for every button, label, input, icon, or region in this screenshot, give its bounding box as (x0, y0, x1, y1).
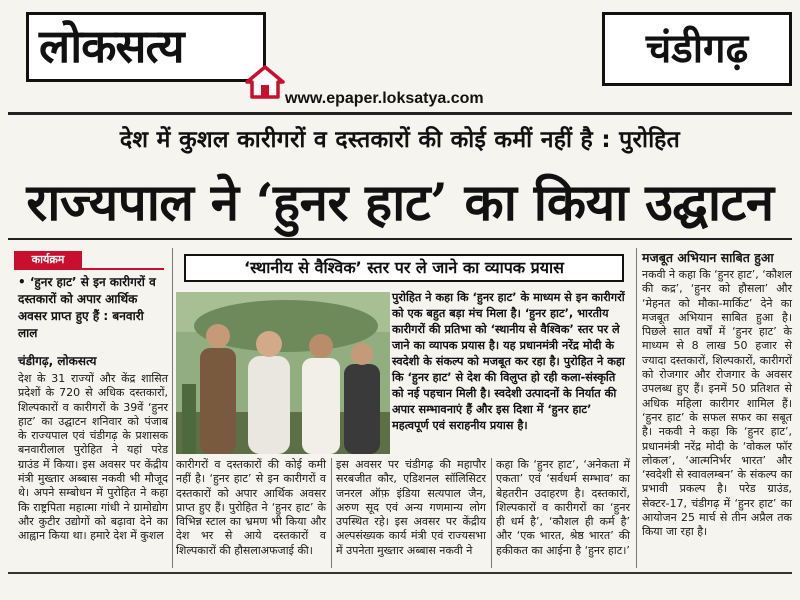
newspaper-logo: लोकसत्य (26, 12, 266, 82)
column-divider (636, 248, 637, 568)
masthead-divider (8, 112, 792, 115)
column-divider (491, 458, 492, 568)
subheadline: देश में कुशल कारीगरों व दस्तकारों की कोई कमीं नहीं है : पुरोहित (119, 127, 681, 153)
dateline: चंडीगढ़, लोकसत्य (18, 354, 97, 368)
right-column-heading: मजबूत अभियान साबित हुआ (642, 250, 774, 265)
column-divider (331, 458, 332, 568)
bottom-column-3-text: कहा कि ‘हुनर हाट’, ‘अनेकता में एकता’ एवं ‘सर्वधर्म सम्भाव’ का बेहतरीन उदाहरण है। दस्तकारों, शिल्पकारों व कारीगरों का ‘हुनर ही धर्म है’, ‘कौशल ही कर्म है’ और ‘एक भारत, श्रेष्ठ भारत’ की हकीकत का आईना है ‘हुनर हाट।’ (496, 458, 630, 557)
home-icon (244, 64, 286, 100)
bottom-column-1-text: कारीगरों व दस्तकारों की कोई कमी नहीं है। ‘हुनर हाट’ से इन कारीगरों व दस्तकारों को अपार आर्थिक अवसर प्राप्त हुए हैं। पुरोहित ने ‘हुनर हाट’ के विभिन्न स्टाल का भ्रमण भी किया और देश भर से आये दस्तकारों व शिल्पकारों की हौसलाअफजाई की। (176, 458, 326, 557)
left-column-text: देश के 31 राज्यों और केंद्र शासित प्रदेशों के 720 से अधिक दस्तकारों, शिल्पकारों व कारीगरों के 39वें ‘हुनर हाट’ का उद्घाटन शनिवार को पंजाब के राज्यपाल एवं चंडीगढ़ के प्रशासक बनवारीलाल पुरोहित ने यहां परेड ग्राउंड में किया। इस अवसर पर केंद्रीय मंत्री मुख्तार अब्बास नकवी भी मौजूद थे। अपने सम्बोधन में पुरोहित ने कहा कि राष्ट्रपिता महात्मा गांधी ने ग्रामोद्योग और कुटीर उद्योगों को बढ़ावा देने का आह्वान किया था। हमारे देश में कुशल (18, 372, 168, 543)
feature-pull-text: पुरोहित ने कहा कि ‘हुनर हाट’ के माध्यम से इन कारीगरों को एक बहुत बड़ा मंच मिला है। ‘हुनर हाट’, भारतीय कारीगरों की प्रतिभा को ‘स्थानीय से वैश्विक’ स्तर पर ले जाने का व्यापक प्रयास है। यह प्रधानमंत्री नरेंद्र मोदी के स्वदेशी के संकल्प को मजबूत कर रहा है। पुरोहित ने कहा कि ‘हुनर हाट’ से देश की विलुप्त हो रही कला-संस्कृति को नई पहचान मिली है। स्वदेशी उत्पादनों के निर्यात की अपार सम्भावनाएं हैं और इस दिशा में ‘हुनर हाट’ महत्वपूर्ण एवं सराहनीय प्रयास है। (392, 291, 625, 432)
feature-box-heading: ‘स्थानीय से वैश्विक’ स्तर पर ले जाने का व्यापक प्रयास (184, 254, 624, 282)
left-column-body (18, 372, 168, 544)
masthead (12, 6, 788, 92)
section-tag: कार्यक्रम (14, 251, 82, 268)
section-tag-rule (14, 268, 164, 270)
page-bottom-rule (8, 572, 792, 574)
epaper-url[interactable]: www.epaper.loksatya.com (285, 90, 484, 107)
event-photo (176, 292, 390, 454)
bottom-column-2-text: इस अवसर पर चंडीगढ़ की महापौर सरबजीत कौर, एडिशनल सॉलिसिटर जनरल ऑफ़ इंडिया सत्यपाल जैन, अरुण सूद एवं अन्य गणमान्य लोग उपस्थित रहे। इस अवसर पर केंद्रीय अल्पसंख्यक कार्य मंत्री एवं राज्यसभा में उपनेता मुख्तार अब्बास नकवी ने (336, 458, 486, 557)
headline-divider (8, 238, 792, 240)
headline: राज्यपाल ने ‘हुनर हाट’ का किया उद्घाटन (26, 173, 774, 233)
left-bullet-quote: • ‘हुनर हाट’ से इन कारीगरों व दस्तकारों को अपार आर्थिक अवसर प्राप्त हुए हैं : बनवारी लाल (18, 275, 156, 340)
bottom-column-1 (176, 458, 326, 558)
right-column-text: नकवी ने कहा कि ‘हुनर हाट’, ‘कौशल की कद्र’, ‘हुनर को हौसला’ और ‘मेहनत को मौका-मार्किट’ देने का मजबूत अभियान साबित हुआ है। पिछले सात वर्षों में ‘हुनर हाट’ के माध्यम से 8 लाख 50 हजार से ज्यादा दस्तकारों, शिल्पकारों, कारीगरों को रोजगार और रोजगार के अवसर उपलब्ध हुए हैं। इनमें 50 प्रतिशत से अधिक महिला कारीगर शामिल हैं। ‘हुनर हाट’ के सफल सफर का सबूत है। नकवी ने कहा कि ‘हुनर हाट’, प्रधानमंत्री नरेंद्र मोदी के ‘वोकल फॉर लोकल’, ‘आत्मनिर्भर भारत’ और ‘स्वदेशी से स्वावलम्बन’ के संकल्प का प्रभावी प्रकल्प है। परेड ग्राउंड, सेक्टर-17, चंडीगढ़ में ‘हुनर हाट’ का आयोजन 25 मार्च से तीन अप्रैल तक किया जा रहा है। (642, 268, 792, 539)
right-column-body (642, 268, 792, 540)
column-divider (172, 248, 173, 568)
bottom-column-3 (496, 458, 630, 558)
bottom-column-2 (336, 458, 486, 558)
edition-city: चंडीगढ़ (602, 12, 792, 86)
